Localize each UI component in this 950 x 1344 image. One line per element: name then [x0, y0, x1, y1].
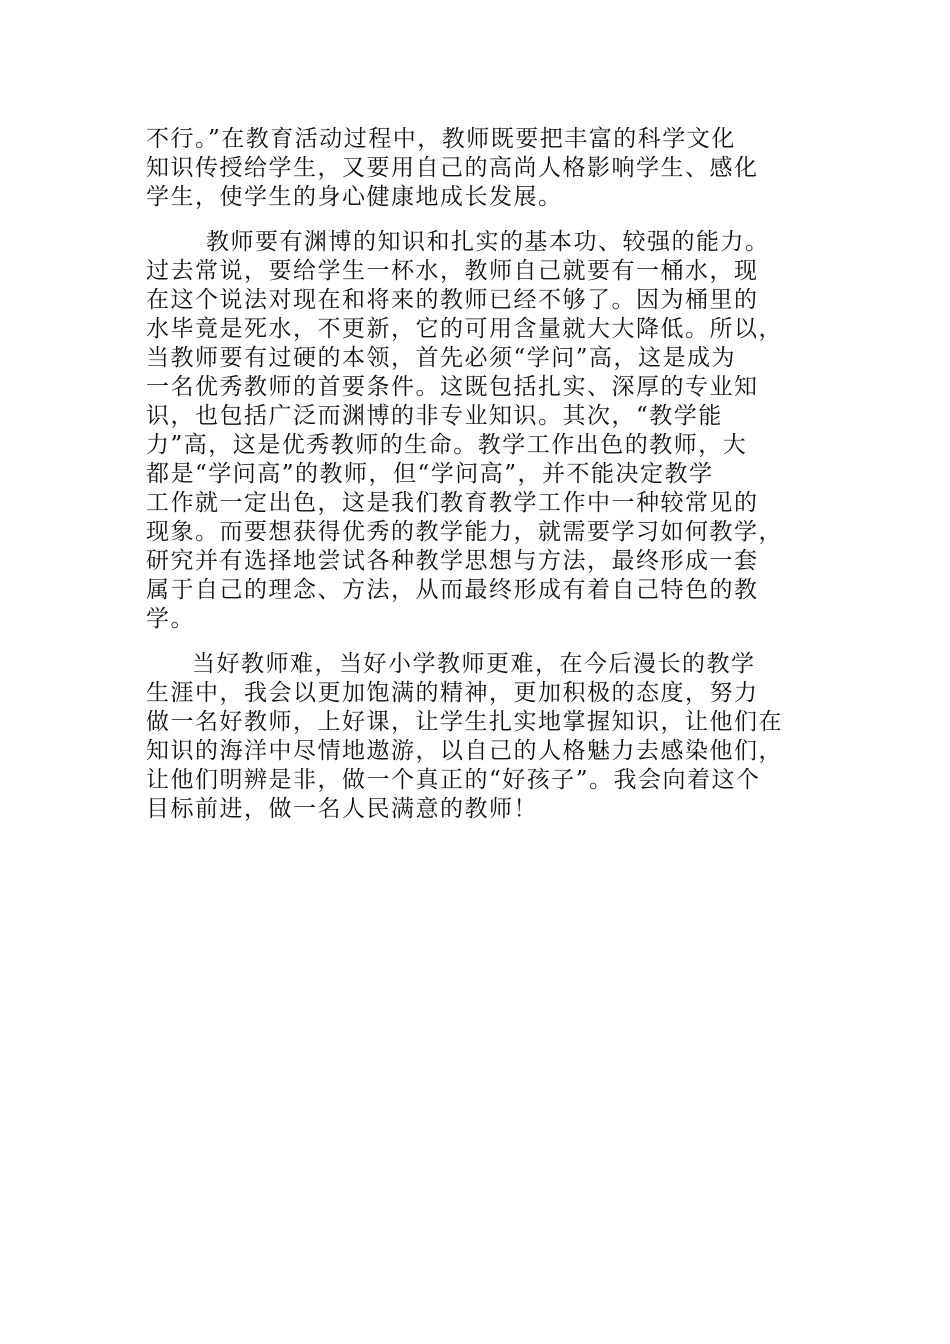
text-line: 生涯中，我会以更加饱满的精神，更加积极的态度，努力 — [146, 680, 759, 706]
text-line: 现象。而要想获得优秀的教学能力，就需要学习如何教学， — [146, 519, 783, 545]
text-line: 教师要有渊博的知识和扎实的基本功、较强的能力。 — [206, 229, 770, 255]
text-line: 属于自己的理念、方法，从而最终形成有着自己特色的教 — [146, 577, 759, 603]
text-line: 不行。”在教育活动过程中，教师既要把丰富的科学文化 — [146, 126, 736, 152]
text-line: 都是“学问高”的教师，但“学问高”，并不能决定教学 — [146, 461, 714, 487]
text-line: 过去常说，要给学生一杯水，教师自己就要有一桶水，现 — [146, 258, 759, 284]
text-line: 识，也包括广泛而渊博的非专业知识。其次，“教学能 — [146, 403, 723, 429]
text-line: 水毕竟是死水，不更新，它的可用含量就大大降低。所以， — [146, 316, 783, 342]
paragraph-3 — [146, 650, 798, 824]
text-line: 一名优秀教师的首要条件。这既包括扎实、深厚的专业知 — [146, 374, 759, 400]
text-line: 学。 — [146, 606, 195, 632]
text-line: 目标前进，做一名人民满意的教师！ — [146, 796, 538, 822]
paragraph-2 — [146, 228, 798, 634]
text-line: 研究并有选择地尝试各种教学思想与方法，最终形成一套 — [146, 548, 759, 574]
text-line: 做一名好教师，上好课，让学生扎实地掌握知识，让他们在 — [146, 709, 783, 735]
text-line: 当教师要有过硬的本领，首先必须“学问”高，这是成为 — [146, 345, 737, 371]
text-line: 当好教师难，当好小学教师更难，在今后漫长的教学 — [192, 651, 756, 677]
text-line: 让他们明辨是非，做一个真正的“好孩子”。我会向着这个 — [146, 767, 761, 793]
text-line: 工作就一定出色，这是我们教育教学工作中一种较常见的 — [146, 490, 759, 516]
document-body — [146, 125, 798, 840]
text-line: 在这个说法对现在和将来的教师已经不够了。因为桶里的 — [146, 287, 759, 313]
text-line: 知识的海洋中尽情地遨游，以自己的人格魅力去感染他们， — [146, 738, 783, 764]
text-line: 知识传授给学生，又要用自己的高尚人格影响学生、感化 — [146, 155, 759, 181]
paragraph-1 — [146, 125, 798, 212]
text-line: 力”高，这是优秀教师的生命。教学工作出色的教师，大 — [146, 432, 748, 458]
text-line: 学生，使学生的身心健康地成长发展。 — [146, 184, 563, 210]
